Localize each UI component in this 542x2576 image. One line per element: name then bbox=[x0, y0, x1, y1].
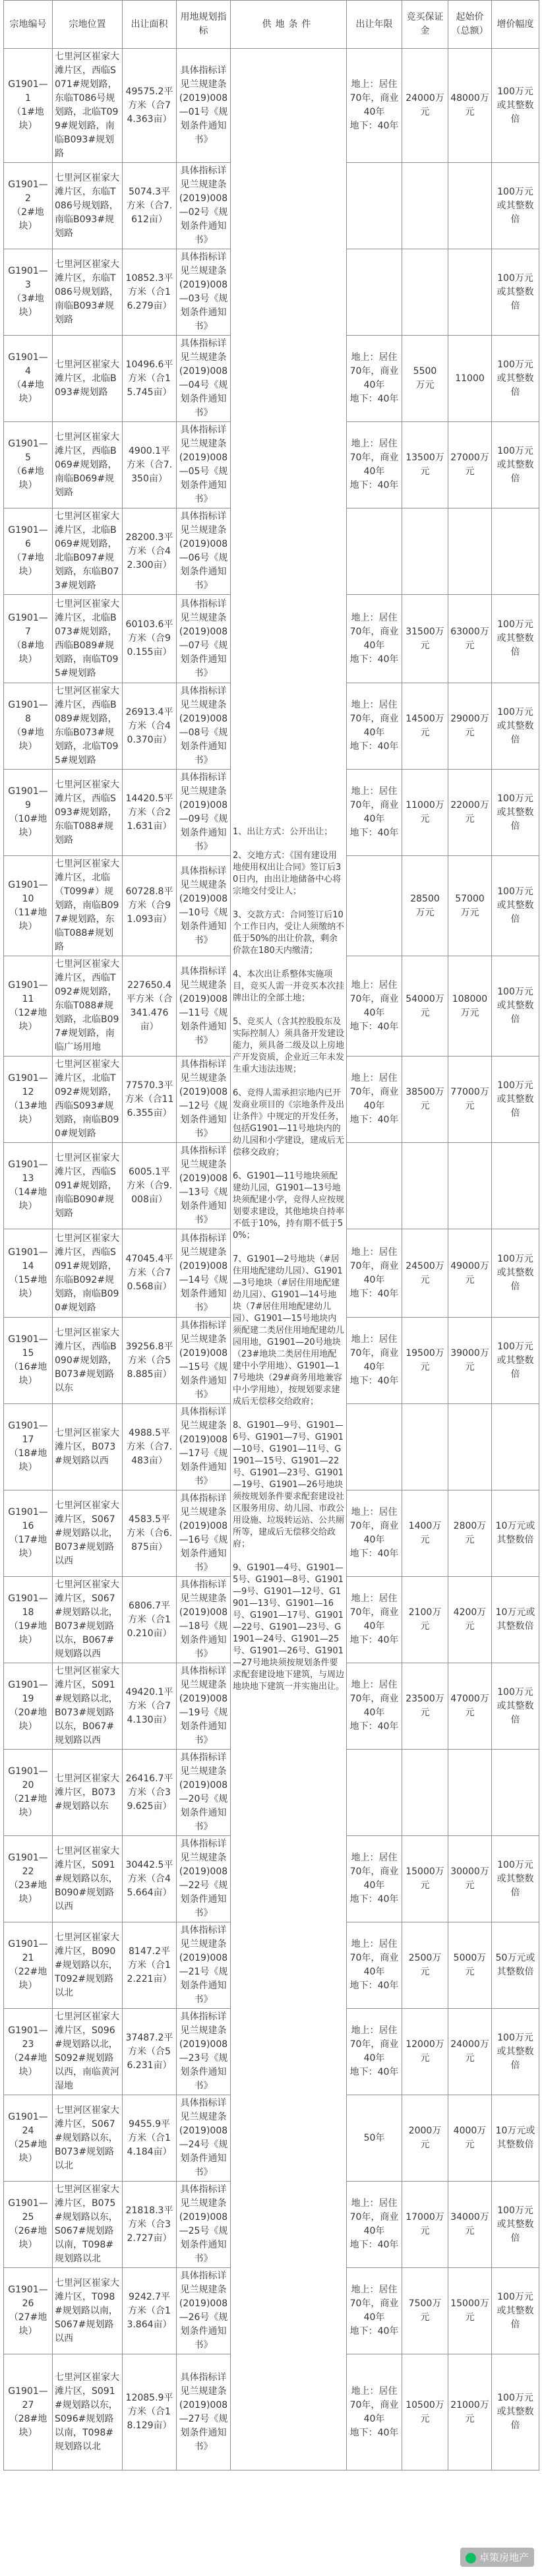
cell-deposit: 1400万元 bbox=[402, 1490, 448, 1577]
cell-start-price: 108000万元 bbox=[448, 956, 492, 1057]
wechat-icon bbox=[466, 2553, 476, 2563]
cell-location: 七里河区崔家大滩片区，S096#规划路以北，S092#规划路以西，南临黄河湿地 bbox=[53, 2009, 123, 2095]
cell-parcel-code: G1901—1 （1#地块） bbox=[4, 49, 53, 163]
cell-start-price bbox=[448, 1750, 492, 1836]
cell-parcel-code: G1901—4 （4#地块） bbox=[4, 336, 53, 422]
cell-deposit: 17000万元 bbox=[402, 2182, 448, 2268]
cell-area: 60728.8平方米（合91.093亩） bbox=[123, 856, 177, 956]
cell-planning: 具体指标详见兰规建条(2019)008—20号《规划条件通知书》 bbox=[177, 1750, 231, 1836]
cell-years: 地上：居住70年，商业40年 地下：40年 bbox=[347, 2182, 402, 2268]
cell-years bbox=[347, 508, 402, 595]
cell-increment: 10万元或其整数倍 bbox=[492, 1490, 539, 1577]
cell-location: 七里河区崔家大滩片区，S067#规划路以北，B073#规划路以东，B067#规划路以西 bbox=[53, 1577, 123, 1663]
cell-location: 七里河区崔家大滩片区，北临（T099#）规划路，南临B097#规划路，东临T088#规划路 bbox=[53, 856, 123, 956]
cell-years: 地上：居住70年，商业40年 地下：40年 bbox=[347, 336, 402, 422]
cell-deposit: 54000万元 bbox=[402, 956, 448, 1057]
cell-location: 七里河区崔家大滩片区，西临B089#规划路，东临B073#规划路，北临T095#规划路 bbox=[53, 683, 123, 770]
cell-area: 12085.9平方米（合18.129亩） bbox=[123, 2354, 177, 2470]
cell-increment: 100万元或其整数倍 bbox=[492, 595, 539, 683]
cell-location: 七里河区崔家大滩片区，西临S093#规划路，东临T088#规划路 bbox=[53, 770, 123, 856]
cell-area: 9242.7平方米（合13.864亩） bbox=[123, 2268, 177, 2354]
cell-area: 28200.3平方米（合42.300亩） bbox=[123, 508, 177, 595]
land-parcel-table bbox=[3, 0, 539, 2470]
cell-parcel-code: G1901—8 （9#地块） bbox=[4, 683, 53, 770]
cell-start-price: 15000万元 bbox=[448, 2268, 492, 2354]
cell-start-price: 63000万元 bbox=[448, 595, 492, 683]
cell-start-price bbox=[448, 163, 492, 249]
cell-years: 地上：居住70年，商业40年 地下：40年 bbox=[347, 422, 402, 508]
cell-parcel-code: G1901—3 （3#地块） bbox=[4, 249, 53, 336]
cell-area: 77570.3平方米（合116.355亩） bbox=[123, 1057, 177, 1143]
cell-planning: 具体指标详见兰规建条(2019)008—14号《规划条件通知书》 bbox=[177, 1229, 231, 1318]
cell-increment: 100万元或其整数倍 bbox=[492, 249, 539, 336]
cell-increment: 10万元或其整数倍 bbox=[492, 2095, 539, 2182]
cell-increment: 100万元或其整数倍 bbox=[492, 770, 539, 856]
cell-years: 地上：居住70年，商业40年 地下：40年 bbox=[347, 770, 402, 856]
cell-deposit: 38500万元 bbox=[402, 1057, 448, 1143]
header-row bbox=[4, 1, 539, 49]
cell-increment: 100万元或其整数倍 bbox=[492, 336, 539, 422]
cell-increment: 100万元或其整数倍 bbox=[492, 2009, 539, 2095]
cell-years: 地上：居住70年，商业40年 地下：40年 bbox=[347, 1229, 402, 1318]
cell-area: 227650.4平方米（合341.476亩） bbox=[123, 956, 177, 1057]
cell-deposit: 24500万元 bbox=[402, 1229, 448, 1318]
cell-area: 60103.6平方米（合90.155亩） bbox=[123, 595, 177, 683]
cell-area: 5074.3平方米（合7.612亩） bbox=[123, 163, 177, 249]
cell-supply-conditions: 1、出让方式：公开出让； 2、交地方式：《国有建设用地使用权出让合同》签订后30日内，由出让地储备中心将宗地交付受让人； 3、交款方式：合同签订后10个工作日内，受让人须缴纳不低于50%的出让价款，剩余价款在180天内缴清； 4、本次出让系整体实施项目，竞买人需一并竞买本次挂牌出让的全部土地； 5、竞买人（含其控股股东及实际控制人）须具备开发建设能力，须具备二级及以上房地产开发资质，企业近三年未发生重大违法违规； 6、竞得人需承担宗地内已开发商业项目的《宗地条件及出让条件》中规定的开发任务，包括G1901—11号地块内的幼儿园和小学建设，建成后无偿移交政府； 6、G1901—11号地块须配建幼儿园，G1901—13号地块须配建小学，竞得人应按规划要求建设，其他地块自持率不低于10%，持有期不低于50%； 7、G1901—2号地块（#居住用地配建幼儿园）、G1901—3号地块（#居住用地配建幼儿园）、G1901—14号地块（7#居住用地配建幼儿园）、G1901—15号地块内须配建二类居住用地配建幼儿园用地，G1901—20号地块（23#地块二类居住用地配建中小学用地）、G1901—17号地块（29#商务用地兼容中小学用地），按规划要求建成后无偿移交给政府； 8、G1901—9号、G1901—6号、G1901—7号、G1901—10号、G1901—11号、G1901—15号、G1901—22号、G1901—23号、G1901—19号、G1901—26号地块须按规划条件要求配套建设社区服务用房、幼儿园、市政公用设施、垃圾转运站、公共厕所等，建成后无偿移交给政府； 9、G1901—4号、G1901—5号、G1901—8号、G1901—9号、G1901—12号、G1901—13号、G1901—16号、G1901—17号、G1901—22号、G1901—23号、G1901—24号、G1901—25号、G1901—26号、G1901—27号地块须按规划条件要求配套建设地下建筑，与周边地块地下建筑一并实施出让。 bbox=[231, 49, 347, 2470]
cell-deposit: 24000万元 bbox=[402, 49, 448, 163]
cell-deposit: 15000万元 bbox=[402, 1836, 448, 1922]
cell-deposit: 2100万元 bbox=[402, 1577, 448, 1663]
cell-planning: 具体指标详见兰规建条(2019)008—22号《规划条件通知书》 bbox=[177, 1836, 231, 1922]
cell-location: 七里河区崔家大滩片区，北临T092#规划路，西临S093#规划路，南临B090#规划路 bbox=[53, 1057, 123, 1143]
cell-planning: 具体指标详见兰规建条(2019)008—21号《规划条件通知书》 bbox=[177, 1922, 231, 2009]
header-years: 出让年限 bbox=[347, 1, 402, 49]
cell-start-price: 24000万元 bbox=[448, 2009, 492, 2095]
cell-area: 4988.5平方米（合7.483亩） bbox=[123, 1404, 177, 1490]
cell-location: 七里河区崔家大滩片区，北临B093#规划路 bbox=[53, 336, 123, 422]
cell-start-price: 11000 bbox=[448, 336, 492, 422]
watermark bbox=[460, 2548, 534, 2567]
cell-parcel-code: G1901—21 （22#地块） bbox=[4, 1922, 53, 2009]
cell-area: 47045.4平方米（合70.568亩） bbox=[123, 1229, 177, 1318]
cell-deposit bbox=[402, 1404, 448, 1490]
cell-area: 14420.5平方米（合21.631亩） bbox=[123, 770, 177, 856]
cell-parcel-code: G1901—16 （17#地块） bbox=[4, 1490, 53, 1577]
cell-planning: 具体指标详见兰规建条(2019)008—03号《规划条件通知书》 bbox=[177, 249, 231, 336]
cell-start-price bbox=[448, 1143, 492, 1229]
cell-increment: 100万元或其整数倍 bbox=[492, 1318, 539, 1404]
cell-start-price: 2800万元 bbox=[448, 1490, 492, 1577]
cell-parcel-code: G1901—19 （20#地块） bbox=[4, 1663, 53, 1750]
cell-increment: 100万元或其整数倍 bbox=[492, 683, 539, 770]
cell-increment: 100万元或其整数倍 bbox=[492, 2354, 539, 2470]
cell-area: 8147.2平方米（合12.221亩） bbox=[123, 1922, 177, 2009]
cell-planning: 具体指标详见兰规建条(2019)008—07号《规划条件通知书》 bbox=[177, 595, 231, 683]
cell-area: 39256.8平方米（合58.885亩） bbox=[123, 1318, 177, 1404]
cell-years: 地上：居住70年，商业40年 地下：40年 bbox=[347, 1057, 402, 1143]
header-parcel-code: 宗地编号 bbox=[4, 1, 53, 49]
cell-parcel-code: G1901—12 （13#地块） bbox=[4, 1057, 53, 1143]
cell-location: 七里河区崔家大滩片区，B090#规划路以东，T092#规划路以北 bbox=[53, 1922, 123, 2009]
cell-start-price: 5000万元 bbox=[448, 1922, 492, 2009]
cell-planning: 具体指标详见兰规建条(2019)008—13号《规划条件通知书》 bbox=[177, 1143, 231, 1229]
cell-deposit: 5500 万元 bbox=[402, 336, 448, 422]
cell-increment: 100万元或其整数倍 bbox=[492, 1057, 539, 1143]
cell-increment: 100万元或其整数倍 bbox=[492, 2268, 539, 2354]
cell-years: 地上：居住70年，商业40年 地下：40年 bbox=[347, 2009, 402, 2095]
cell-planning: 具体指标详见兰规建条(2019)008—15号《规划条件通知书》 bbox=[177, 1318, 231, 1404]
cell-increment: 100万元或其整数倍 bbox=[492, 49, 539, 163]
cell-start-price: 34000万元 bbox=[448, 2182, 492, 2268]
cell-start-price: 49000万元 bbox=[448, 1229, 492, 1318]
cell-area: 6005.1平方米（合9.008亩） bbox=[123, 1143, 177, 1229]
cell-start-price: 57000 万元 bbox=[448, 856, 492, 956]
cell-area: 37487.2平方米（合56.231亩） bbox=[123, 2009, 177, 2095]
cell-increment: 100万元或其整数倍 bbox=[492, 1229, 539, 1318]
cell-parcel-code: G1901—2 （2#地块） bbox=[4, 163, 53, 249]
cell-area: 10496.6平方米（合15.745亩） bbox=[123, 336, 177, 422]
cell-increment bbox=[492, 1404, 539, 1490]
cell-area: 49575.2平方米（合74.363亩） bbox=[123, 49, 177, 163]
cell-parcel-code: G1901—7 （8#地块） bbox=[4, 595, 53, 683]
cell-deposit: 31500万元 bbox=[402, 595, 448, 683]
cell-planning: 具体指标详见兰规建条(2019)008—11号《规划条件通知书》 bbox=[177, 956, 231, 1057]
cell-planning: 具体指标详见兰规建条(2019)008—16号《规划条件通知书》 bbox=[177, 1490, 231, 1577]
cell-years bbox=[347, 1143, 402, 1229]
cell-years: 地上：居住70年，商业40年 地下：40年 bbox=[347, 683, 402, 770]
cell-location: 七里河区崔家大滩片区，B073#规划路以西 bbox=[53, 1404, 123, 1490]
cell-start-price: 48000万元 bbox=[448, 49, 492, 163]
cell-area: 21818.3平方米（合32.727亩） bbox=[123, 2182, 177, 2268]
cell-planning: 具体指标详见兰规建条(2019)008—17号《规划条件通知书》 bbox=[177, 1404, 231, 1490]
cell-area: 10852.3平方米（合16.279亩） bbox=[123, 249, 177, 336]
cell-increment: 10万元或其整数倍 bbox=[492, 1577, 539, 1663]
cell-location: 七里河区崔家大滩片区，T098#规划路以南，S067#规划路以西 bbox=[53, 2268, 123, 2354]
cell-years bbox=[347, 1404, 402, 1490]
cell-start-price: 30000万元 bbox=[448, 1836, 492, 1922]
cell-parcel-code: G1901—25 （26#地块） bbox=[4, 2182, 53, 2268]
cell-planning: 具体指标详见兰规建条(2019)008—09号《规划条件通知书》 bbox=[177, 770, 231, 856]
header-increment: 增价幅度 bbox=[492, 1, 539, 49]
cell-location: 七里河区崔家大滩片区，西临S091#规划路，南临B090#规划路 bbox=[53, 1143, 123, 1229]
cell-location: 七里河区崔家大滩片区，S091#规划路以东，S096#规划路以南，T098#规划路以北 bbox=[53, 2354, 123, 2470]
cell-location: 七里河区崔家大滩片区，S067#规划路以东，B073#规划路以北 bbox=[53, 2095, 123, 2182]
cell-increment bbox=[492, 1143, 539, 1229]
cell-planning: 具体指标详见兰规建条(2019)008—12号《规划条件通知书》 bbox=[177, 1057, 231, 1143]
cell-start-price: 27000万元 bbox=[448, 422, 492, 508]
cell-location: 七里河区崔家大滩片区，西临T092#规划路，东临T088#规划路，北临B097#规划路，南临广场用地 bbox=[53, 956, 123, 1057]
cell-parcel-code: G1901—11 （12#地块） bbox=[4, 956, 53, 1057]
cell-area: 30442.5平方米（合45.664亩） bbox=[123, 1836, 177, 1922]
cell-deposit: 10500万元 bbox=[402, 2354, 448, 2470]
cell-planning: 具体指标详见兰规建条(2019)008—26号《规划条件通知书》 bbox=[177, 2268, 231, 2354]
cell-start-price bbox=[448, 1404, 492, 1490]
cell-parcel-code: G1901—14 （15#地块） bbox=[4, 1229, 53, 1318]
cell-location: 七里河区崔家大滩片区，西临S071#规划路，东临T086号规划路，北临T099#规划路，南临B093#规划路 bbox=[53, 49, 123, 163]
cell-planning: 具体指标详见兰规建条(2019)008—08号《规划条件通知书》 bbox=[177, 683, 231, 770]
cell-start-price: 4200万元 bbox=[448, 1577, 492, 1663]
cell-area: 49420.1平方米（合74.130亩） bbox=[123, 1663, 177, 1750]
cell-years: 地上：居住70年，商业40年 地下：40年 bbox=[347, 2354, 402, 2470]
cell-increment: 100万元或其整数倍 bbox=[492, 422, 539, 508]
cell-start-price bbox=[448, 249, 492, 336]
cell-years: 地上：居住70年，商业40年 地下：40年 bbox=[347, 1663, 402, 1750]
cell-location: 七里河区崔家大滩片区，S091#规划路以北，B073#规划路以东，B067#规划路以西 bbox=[53, 1663, 123, 1750]
cell-parcel-code: G1901—15 （16#地块） bbox=[4, 1318, 53, 1404]
cell-years bbox=[347, 163, 402, 249]
header-location: 宗地位置 bbox=[53, 1, 123, 49]
cell-parcel-code: G1901—23 （24#地块） bbox=[4, 2009, 53, 2095]
cell-years: 地上：居住70年，商业40年 地下：40年 bbox=[347, 49, 402, 163]
cell-increment: 100万元或其整数倍 bbox=[492, 1663, 539, 1750]
cell-parcel-code: G1901—13 （14#地块） bbox=[4, 1143, 53, 1229]
cell-parcel-code: G1901—10 （11#地块） bbox=[4, 856, 53, 956]
header-deposit: 竞买保证金 bbox=[402, 1, 448, 49]
cell-planning: 具体指标详见兰规建条(2019)008—18号《规划条件通知书》 bbox=[177, 1577, 231, 1663]
cell-deposit: 2000万元 bbox=[402, 2095, 448, 2182]
cell-deposit bbox=[402, 163, 448, 249]
cell-planning: 具体指标详见兰规建条(2019)008—24号《规划条件通知书》 bbox=[177, 2095, 231, 2182]
cell-years bbox=[347, 1750, 402, 1836]
cell-location: 七里河区崔家大滩片区，S091#规划路以东，B090#规划路以西 bbox=[53, 1836, 123, 1922]
table-row bbox=[4, 49, 539, 163]
cell-area: 9455.9平方米（合14.184亩） bbox=[123, 2095, 177, 2182]
cell-planning: 具体指标详见兰规建条(2019)008—05号《规划条件通知书》 bbox=[177, 422, 231, 508]
cell-start-price: 29000万元 bbox=[448, 683, 492, 770]
cell-planning: 具体指标详见兰规建条(2019)008—06号《规划条件通知书》 bbox=[177, 508, 231, 595]
cell-location: 七里河区崔家大滩片区，B075#规划路以东，S067#规划路以南，T098#规划路以北 bbox=[53, 2182, 123, 2268]
cell-planning: 具体指标详见兰规建条(2019)008—01号《规划条件通知书》 bbox=[177, 49, 231, 163]
header-start-price: 起始价 （总额） bbox=[448, 1, 492, 49]
cell-start-price: 21000万元 bbox=[448, 2354, 492, 2470]
cell-planning: 具体指标详见兰规建条(2019)008—04号《规划条件通知书》 bbox=[177, 336, 231, 422]
cell-planning: 具体指标详见兰规建条(2019)008—10号《规划条件通知书》 bbox=[177, 856, 231, 956]
cell-location: 七里河区崔家大滩片区，西临B069#规划路，南临B069#规划路 bbox=[53, 422, 123, 508]
cell-years: 50年 bbox=[347, 2095, 402, 2182]
cell-planning: 具体指标详见兰规建条(2019)008—02号《规划条件通知书》 bbox=[177, 163, 231, 249]
cell-deposit bbox=[402, 508, 448, 595]
cell-years: 地上：居住70年，商业40年 地下：40年 bbox=[347, 1836, 402, 1922]
cell-area: 6806.7平方米（合10.210亩） bbox=[123, 1577, 177, 1663]
cell-deposit: 12000万元 bbox=[402, 2009, 448, 2095]
cell-parcel-code: G1901—5 （6#地块） bbox=[4, 422, 53, 508]
cell-deposit bbox=[402, 1143, 448, 1229]
cell-deposit: 19500万元 bbox=[402, 1318, 448, 1404]
cell-increment bbox=[492, 1750, 539, 1836]
cell-deposit: 7500万元 bbox=[402, 2268, 448, 2354]
cell-deposit bbox=[402, 1750, 448, 1836]
cell-location: 七里河区崔家大滩片区，西临S091#规划路，东临B092#规划路，南临B090#规划路 bbox=[53, 1229, 123, 1318]
cell-years: 地上：居住70年，商业40年 地下：40年 bbox=[347, 595, 402, 683]
cell-area: 4583.5平方米（合6.875亩） bbox=[123, 1490, 177, 1577]
cell-location: 七里河区崔家大滩片区，S067#规划路以北，B073#规划路以西 bbox=[53, 1490, 123, 1577]
cell-area: 26913.4平方米（合40.370亩） bbox=[123, 683, 177, 770]
cell-deposit: 14500万元 bbox=[402, 683, 448, 770]
cell-years: 地上：居住70年，商业40年 地下：40年 bbox=[347, 1490, 402, 1577]
cell-location: 七里河区崔家大滩片区，西临B090#规划路，B073#规划路以东 bbox=[53, 1318, 123, 1404]
cell-location: 七里河区崔家大滩片区，东临T086号规划路，南临B093#规划路 bbox=[53, 249, 123, 336]
cell-location: 七里河区崔家大滩片区，东临T086号规划路，南临B093#规划路 bbox=[53, 163, 123, 249]
cell-parcel-code: G1901—27 （28#地块） bbox=[4, 2354, 53, 2470]
watermark-text: 卓策房地产 bbox=[479, 2552, 529, 2563]
cell-area: 26416.7平方米（合39.625亩） bbox=[123, 1750, 177, 1836]
cell-years: 地上：居住70年，商业40年 地下：40年 bbox=[347, 2268, 402, 2354]
cell-parcel-code: G1901—9 （10#地块） bbox=[4, 770, 53, 856]
cell-increment bbox=[492, 508, 539, 595]
cell-planning: 具体指标详见兰规建条(2019)008—25号《规划条件通知书》 bbox=[177, 2182, 231, 2268]
cell-years: 地上：居住70年，商业40年 地下：40年 bbox=[347, 956, 402, 1057]
cell-parcel-code: G1901—17 （18#地块） bbox=[4, 1404, 53, 1490]
header-area: 出让面积 bbox=[123, 1, 177, 49]
cell-start-price: 39000万元 bbox=[448, 1318, 492, 1404]
cell-parcel-code: G1901—22 （23#地块） bbox=[4, 1836, 53, 1922]
cell-start-price: 22000万元 bbox=[448, 770, 492, 856]
cell-years: 地上：居住70年，商业40年 地下：40年 bbox=[347, 1318, 402, 1404]
cell-deposit: 23500万元 bbox=[402, 1663, 448, 1750]
cell-start-price: 77000万元 bbox=[448, 1057, 492, 1143]
cell-increment: 100万元或其整数倍 bbox=[492, 856, 539, 956]
cell-increment: 100万元或其整数倍 bbox=[492, 2182, 539, 2268]
cell-deposit: 13500万元 bbox=[402, 422, 448, 508]
cell-start-price: 4000万元 bbox=[448, 2095, 492, 2182]
cell-parcel-code: G1901—18 （19#地块） bbox=[4, 1577, 53, 1663]
cell-years: 地上：居住70年，商业40年 地下：40年 bbox=[347, 1577, 402, 1663]
cell-years bbox=[347, 856, 402, 956]
cell-planning: 具体指标详见兰规建条(2019)008—27号《规划条件通知书》 bbox=[177, 2354, 231, 2470]
cell-years: 地上：居住70年，商业40年 地下：40年 bbox=[347, 1922, 402, 2009]
cell-planning: 具体指标详见兰规建条(2019)008—23号《规划条件通知书》 bbox=[177, 2009, 231, 2095]
cell-location: 七里河区崔家大滩片区，北临B069#规划路，北临B097#规划路，东临B073#规划路 bbox=[53, 508, 123, 595]
cell-deposit bbox=[402, 249, 448, 336]
cell-parcel-code: G1901—24 （25#地块） bbox=[4, 2095, 53, 2182]
cell-area: 4900.1平方米（合7.350亩） bbox=[123, 422, 177, 508]
cell-location: 七里河区崔家大滩片区，北临B073#规划路，西临B089#规划路，南临T095#规划路 bbox=[53, 595, 123, 683]
cell-increment: 100万元或其整数倍 bbox=[492, 956, 539, 1057]
cell-start-price: 47000万元 bbox=[448, 1663, 492, 1750]
cell-increment: 50万元或其整数倍 bbox=[492, 1922, 539, 2009]
cell-parcel-code: G1901—20 （21#地块） bbox=[4, 1750, 53, 1836]
cell-years bbox=[347, 249, 402, 336]
cell-planning: 具体指标详见兰规建条(2019)008—19号《规划条件通知书》 bbox=[177, 1663, 231, 1750]
cell-deposit: 2500万元 bbox=[402, 1922, 448, 2009]
cell-parcel-code: G1901—26 （27#地块） bbox=[4, 2268, 53, 2354]
header-conditions: 供地条件 bbox=[231, 1, 347, 49]
cell-start-price bbox=[448, 508, 492, 595]
cell-increment: 100万元或其整数倍 bbox=[492, 163, 539, 249]
cell-deposit: 11000万元 bbox=[402, 770, 448, 856]
cell-increment: 100万元或其整数倍 bbox=[492, 1836, 539, 1922]
cell-parcel-code: G1901—6 （7#地块） bbox=[4, 508, 53, 595]
header-planning: 用地规划指标 bbox=[177, 1, 231, 49]
cell-location: 七里河区崔家大滩片区，B073#规划路以东 bbox=[53, 1750, 123, 1836]
cell-deposit: 28500 万元 bbox=[402, 856, 448, 956]
